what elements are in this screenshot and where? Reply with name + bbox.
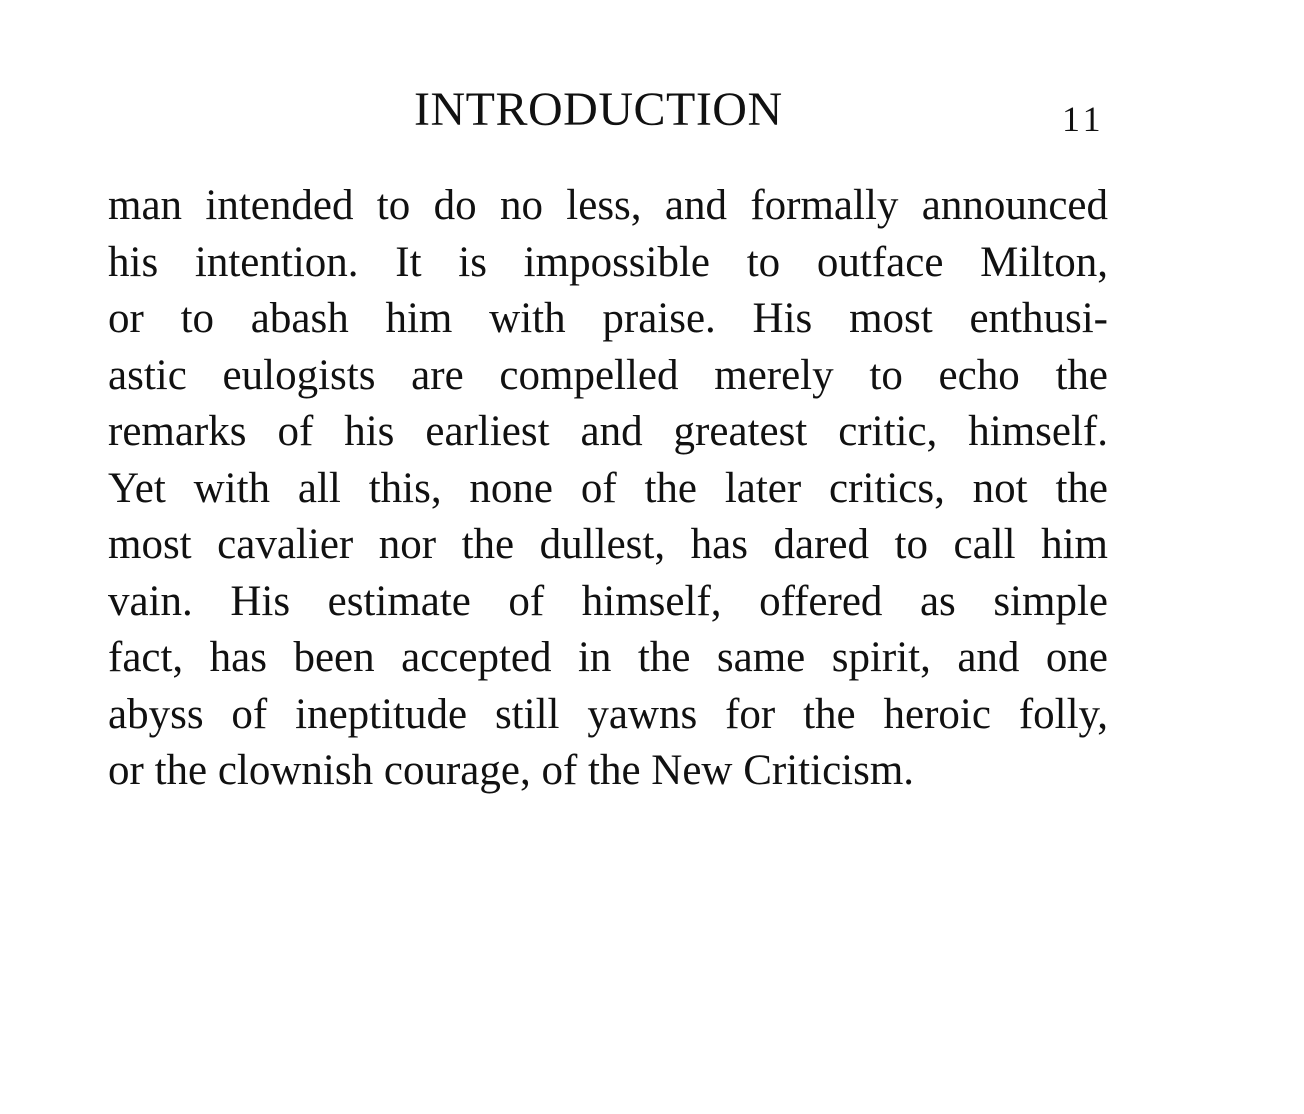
text-line: abyss of ineptitude still yawns for the heroic folly,	[108, 690, 1108, 738]
body-paragraph	[108, 178, 1108, 800]
text-line: or to abash him with praise. His most enthusi-	[108, 295, 1108, 342]
text-line: astic eulogists are compelled merely to echo the	[108, 351, 1108, 399]
text-line: remarks of his earliest and greatest critic, himself.	[108, 408, 1108, 455]
text-line: vain. His estimate of himself, offered as simple	[108, 577, 1108, 625]
page-number: 11	[1062, 99, 1105, 139]
running-head	[0, 80, 1304, 140]
text-line: his intention. It is impossible to outface Milton,	[108, 238, 1108, 286]
text-line: man intended to do no less, and formally announced	[108, 182, 1108, 229]
running-title: INTRODUCTION	[414, 83, 783, 136]
text-line: most cavalier nor the dullest, has dared to call him	[108, 521, 1108, 568]
text-line: or the clownish courage, of the New Criticism.	[108, 747, 915, 794]
text-line: fact, has been accepted in the same spirit, and one	[108, 634, 1108, 681]
text-line: Yet with all this, none of the later critics, not the	[108, 464, 1108, 512]
